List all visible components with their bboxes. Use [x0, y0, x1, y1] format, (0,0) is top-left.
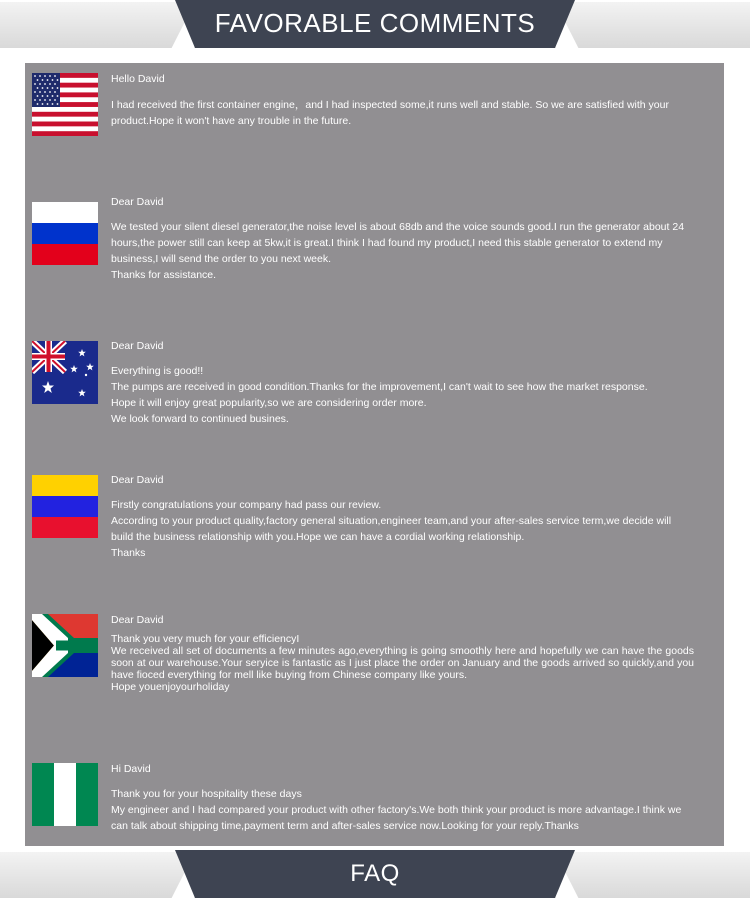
comment-paragraph: According to your product quality,factory general situation,engineer team,and your after-sales service term,we decide will build the business relationship with you.Hope we can have a cordial working relationship.	[111, 515, 672, 543]
comment-body	[111, 219, 694, 283]
comment-greeting: Dear David	[111, 474, 164, 486]
footer-banner	[0, 850, 750, 900]
faq-title: FAQ	[350, 860, 400, 887]
comment-greeting: Hello David	[111, 73, 165, 85]
australia-flag-icon	[32, 341, 98, 404]
comment-paragraph: We look forward to continued busines.	[111, 413, 289, 425]
comment-paragraph: The pumps are received in good condition.Thanks for the improvement,I can't wait to see how the market response.	[111, 381, 648, 393]
banner-left-wing	[0, 2, 195, 48]
banner-left-wing	[0, 852, 195, 898]
banner-right-wing	[555, 852, 750, 898]
comment-paragraph: I had received the first container engine，and I had inspected some,it runs well and stable. So we are satisfied with your product.Hope it won't have any trouble in the future.	[111, 99, 669, 127]
comment-paragraph: Hope youenjoyourholiday	[111, 681, 230, 693]
comment-paragraph: Hope it will enjoy great popularity,so we are considering order more.	[111, 397, 427, 409]
colombia-flag-icon	[32, 475, 98, 538]
header-banner	[0, 0, 750, 50]
comment-body	[111, 786, 694, 834]
comment-greeting: Dear David	[111, 340, 164, 352]
comment-greeting: Dear David	[111, 196, 164, 208]
comment-paragraph: Thanks	[111, 547, 146, 559]
comment-greeting: Dear David	[111, 614, 164, 626]
russia-flag-icon	[32, 202, 98, 265]
banner-right-wing	[555, 2, 750, 48]
comment-paragraph: Firstly congratulations your company had pass our review.	[111, 499, 382, 511]
comment-paragraph: Everything is good!!	[111, 365, 204, 377]
usa-flag-icon	[32, 73, 98, 136]
comment-greeting: Hi David	[111, 763, 151, 775]
comment-paragraph: My engineer and I had compared your product with other factory's.We both think your product is more advantage.I think we can talk about shipping time,payment term and after-sales service now.Looking for your reply.Thanks	[111, 804, 682, 832]
comment-paragraph: Thank you very much for your efficiencyI	[111, 633, 300, 645]
comment-body	[111, 97, 694, 129]
comment-paragraph: Thanks for assistance.	[111, 269, 217, 281]
comment-body	[111, 633, 694, 693]
south-africa-flag-icon	[32, 614, 98, 677]
comment-paragraph: Thank you for your hospitality these days	[111, 788, 302, 800]
comments-panel	[25, 63, 724, 846]
comment-paragraph: We tested your silent diesel generator,the noise level is about 68db and the voice sounds good.I run the generator about 24 hours,the power still can keep at 5kw,it is great.I think I had found my product,I need this stable generator to extend my business,I will send the order to you next week.	[111, 221, 685, 265]
nigeria-flag-icon	[32, 763, 98, 826]
comment-paragraph: We received all set of documents a few minutes ago,everything is going smoothly here and hopefully we can have the goods soon at our warehouse.Your seryice is fantastic as I just place the order on January and the goods arrived so quickly,and you have fioced everything for mell like buying from Chinese company like yours.	[111, 645, 694, 681]
comment-body	[111, 497, 694, 561]
comment-body	[111, 363, 694, 427]
section-title: FAVORABLE COMMENTS	[214, 8, 536, 38]
